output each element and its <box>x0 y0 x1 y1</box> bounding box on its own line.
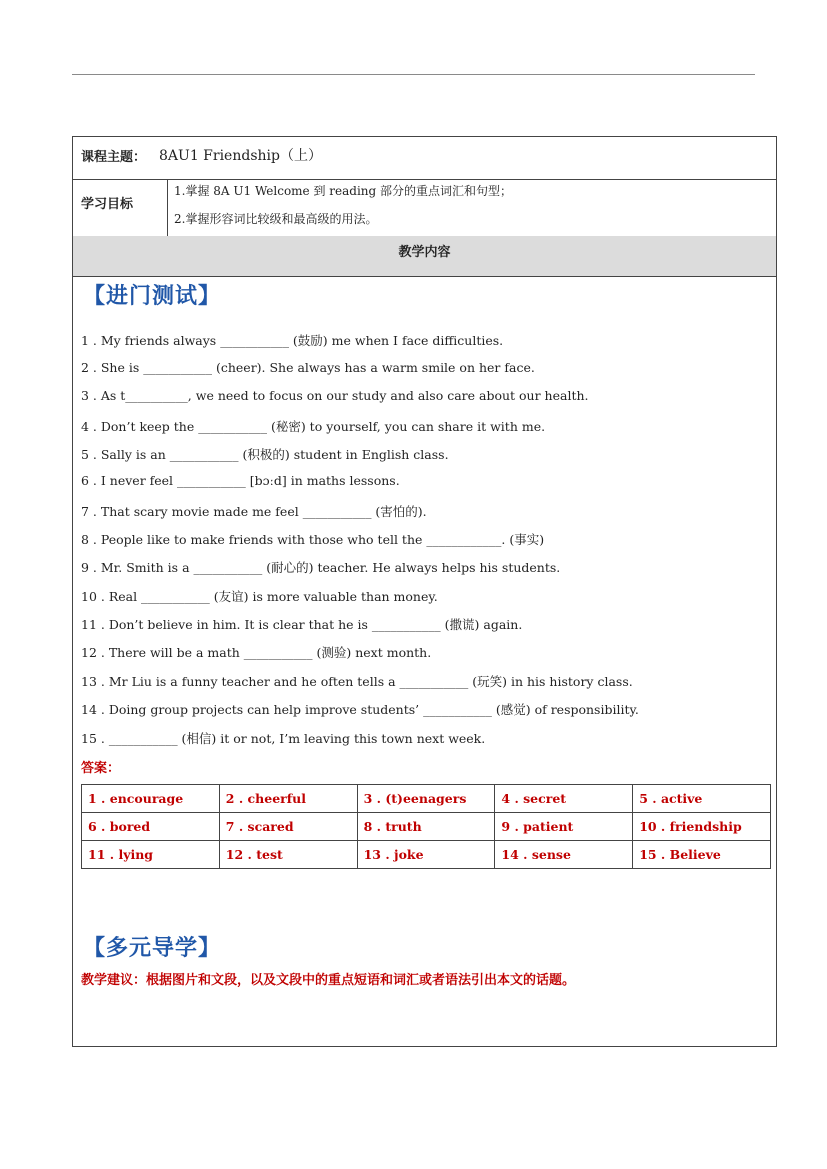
answer-row <box>82 841 771 869</box>
answer-cell: 14 . sense <box>495 841 633 869</box>
question-item: 10 . Real ___________ (友谊) is more valuable than money. <box>81 589 438 604</box>
question-item: 15 . ___________ (相信) it or not, I’m leaving this town next week. <box>81 731 486 746</box>
question-item: 6 . I never feel ___________ [bɔːd] in maths lessons. <box>81 473 400 488</box>
lesson-table <box>72 136 777 1047</box>
answer-row <box>82 785 771 813</box>
question-item: 14 . Doing group projects can help improve students’ ___________ (感觉) of responsibility. <box>81 702 639 717</box>
question-item: 2 . She is ___________ (cheer). She always has a warm smile on her face. <box>81 360 535 375</box>
question-item: 9 . Mr. Smith is a ___________ (耐心的) teacher. He always helps his students. <box>81 560 561 575</box>
answer-table <box>81 784 771 869</box>
section-title-guided-learning: 【多元导学】 <box>83 936 222 961</box>
answer-row <box>82 813 771 841</box>
answer-cell: 9 . patient <box>495 813 633 841</box>
section-title-entry-test: 【进门测试】 <box>83 284 222 309</box>
answer-label: 答案： <box>81 761 121 776</box>
goal-item-2: 2.掌握形容词比较级和最高级的用法。 <box>174 212 378 226</box>
answer-cell: 12 . test <box>219 841 357 869</box>
goal-row <box>73 179 776 237</box>
question-item: 1 . My friends always ___________ (鼓励) me when I face difficulties. <box>81 333 504 348</box>
answer-cell: 11 . lying <box>82 841 220 869</box>
question-item: 4 . Don’t keep the ___________ (秘密) to yourself, you can share it with me. <box>81 419 546 434</box>
answer-cell: 10 . friendship <box>633 813 771 841</box>
goal-label: 学习目标 <box>81 197 134 212</box>
question-item: 13 . Mr Liu is a funny teacher and he often tells a ___________ (玩笑) in his history class. <box>81 674 633 689</box>
content-label: 教学内容 <box>398 245 451 260</box>
answer-cell: 5 . active <box>633 785 771 813</box>
page-header-rule <box>72 74 755 75</box>
question-item: 12 . There will be a math ___________ (测验) next month. <box>81 645 432 660</box>
answer-cell: 1 . encourage <box>82 785 220 813</box>
question-item: 5 . Sally is an ___________ (积极的) student in English class. <box>81 447 449 462</box>
goal-label-cell <box>73 179 168 236</box>
teaching-tip: 教学建议：根据图片和文段，以及文段中的重点短语和词汇或者语法引出本文的话题。 <box>81 973 576 988</box>
answer-cell: 7 . scared <box>219 813 357 841</box>
answer-cell: 15 . Believe <box>633 841 771 869</box>
question-item: 3 . As t__________, we need to focus on our study and also care about our health. <box>81 388 589 403</box>
topic-label: 课程主题： <box>81 150 147 165</box>
answer-cell: 6 . bored <box>82 813 220 841</box>
answer-cell: 4 . secret <box>495 785 633 813</box>
topic-value: 8AU1 Friendship（上） <box>159 148 322 164</box>
answer-cell: 3 . (t)eenagers <box>357 785 495 813</box>
question-item: 8 . People like to make friends with those who tell the ____________. (事实) <box>81 532 545 547</box>
topic-row <box>73 137 776 180</box>
question-item: 7 . That scary movie made me feel ___________ (害怕的). <box>81 504 427 519</box>
answer-cell: 13 . joke <box>357 841 495 869</box>
content-header-row <box>73 236 776 277</box>
answer-cell: 2 . cheerful <box>219 785 357 813</box>
answer-cell: 8 . truth <box>357 813 495 841</box>
question-item: 11 . Don’t believe in him. It is clear that he is ___________ (撒谎) again. <box>81 617 523 632</box>
goal-item-1: 1.掌握 8A U1 Welcome 到 reading 部分的重点词汇和句型； <box>174 184 513 198</box>
